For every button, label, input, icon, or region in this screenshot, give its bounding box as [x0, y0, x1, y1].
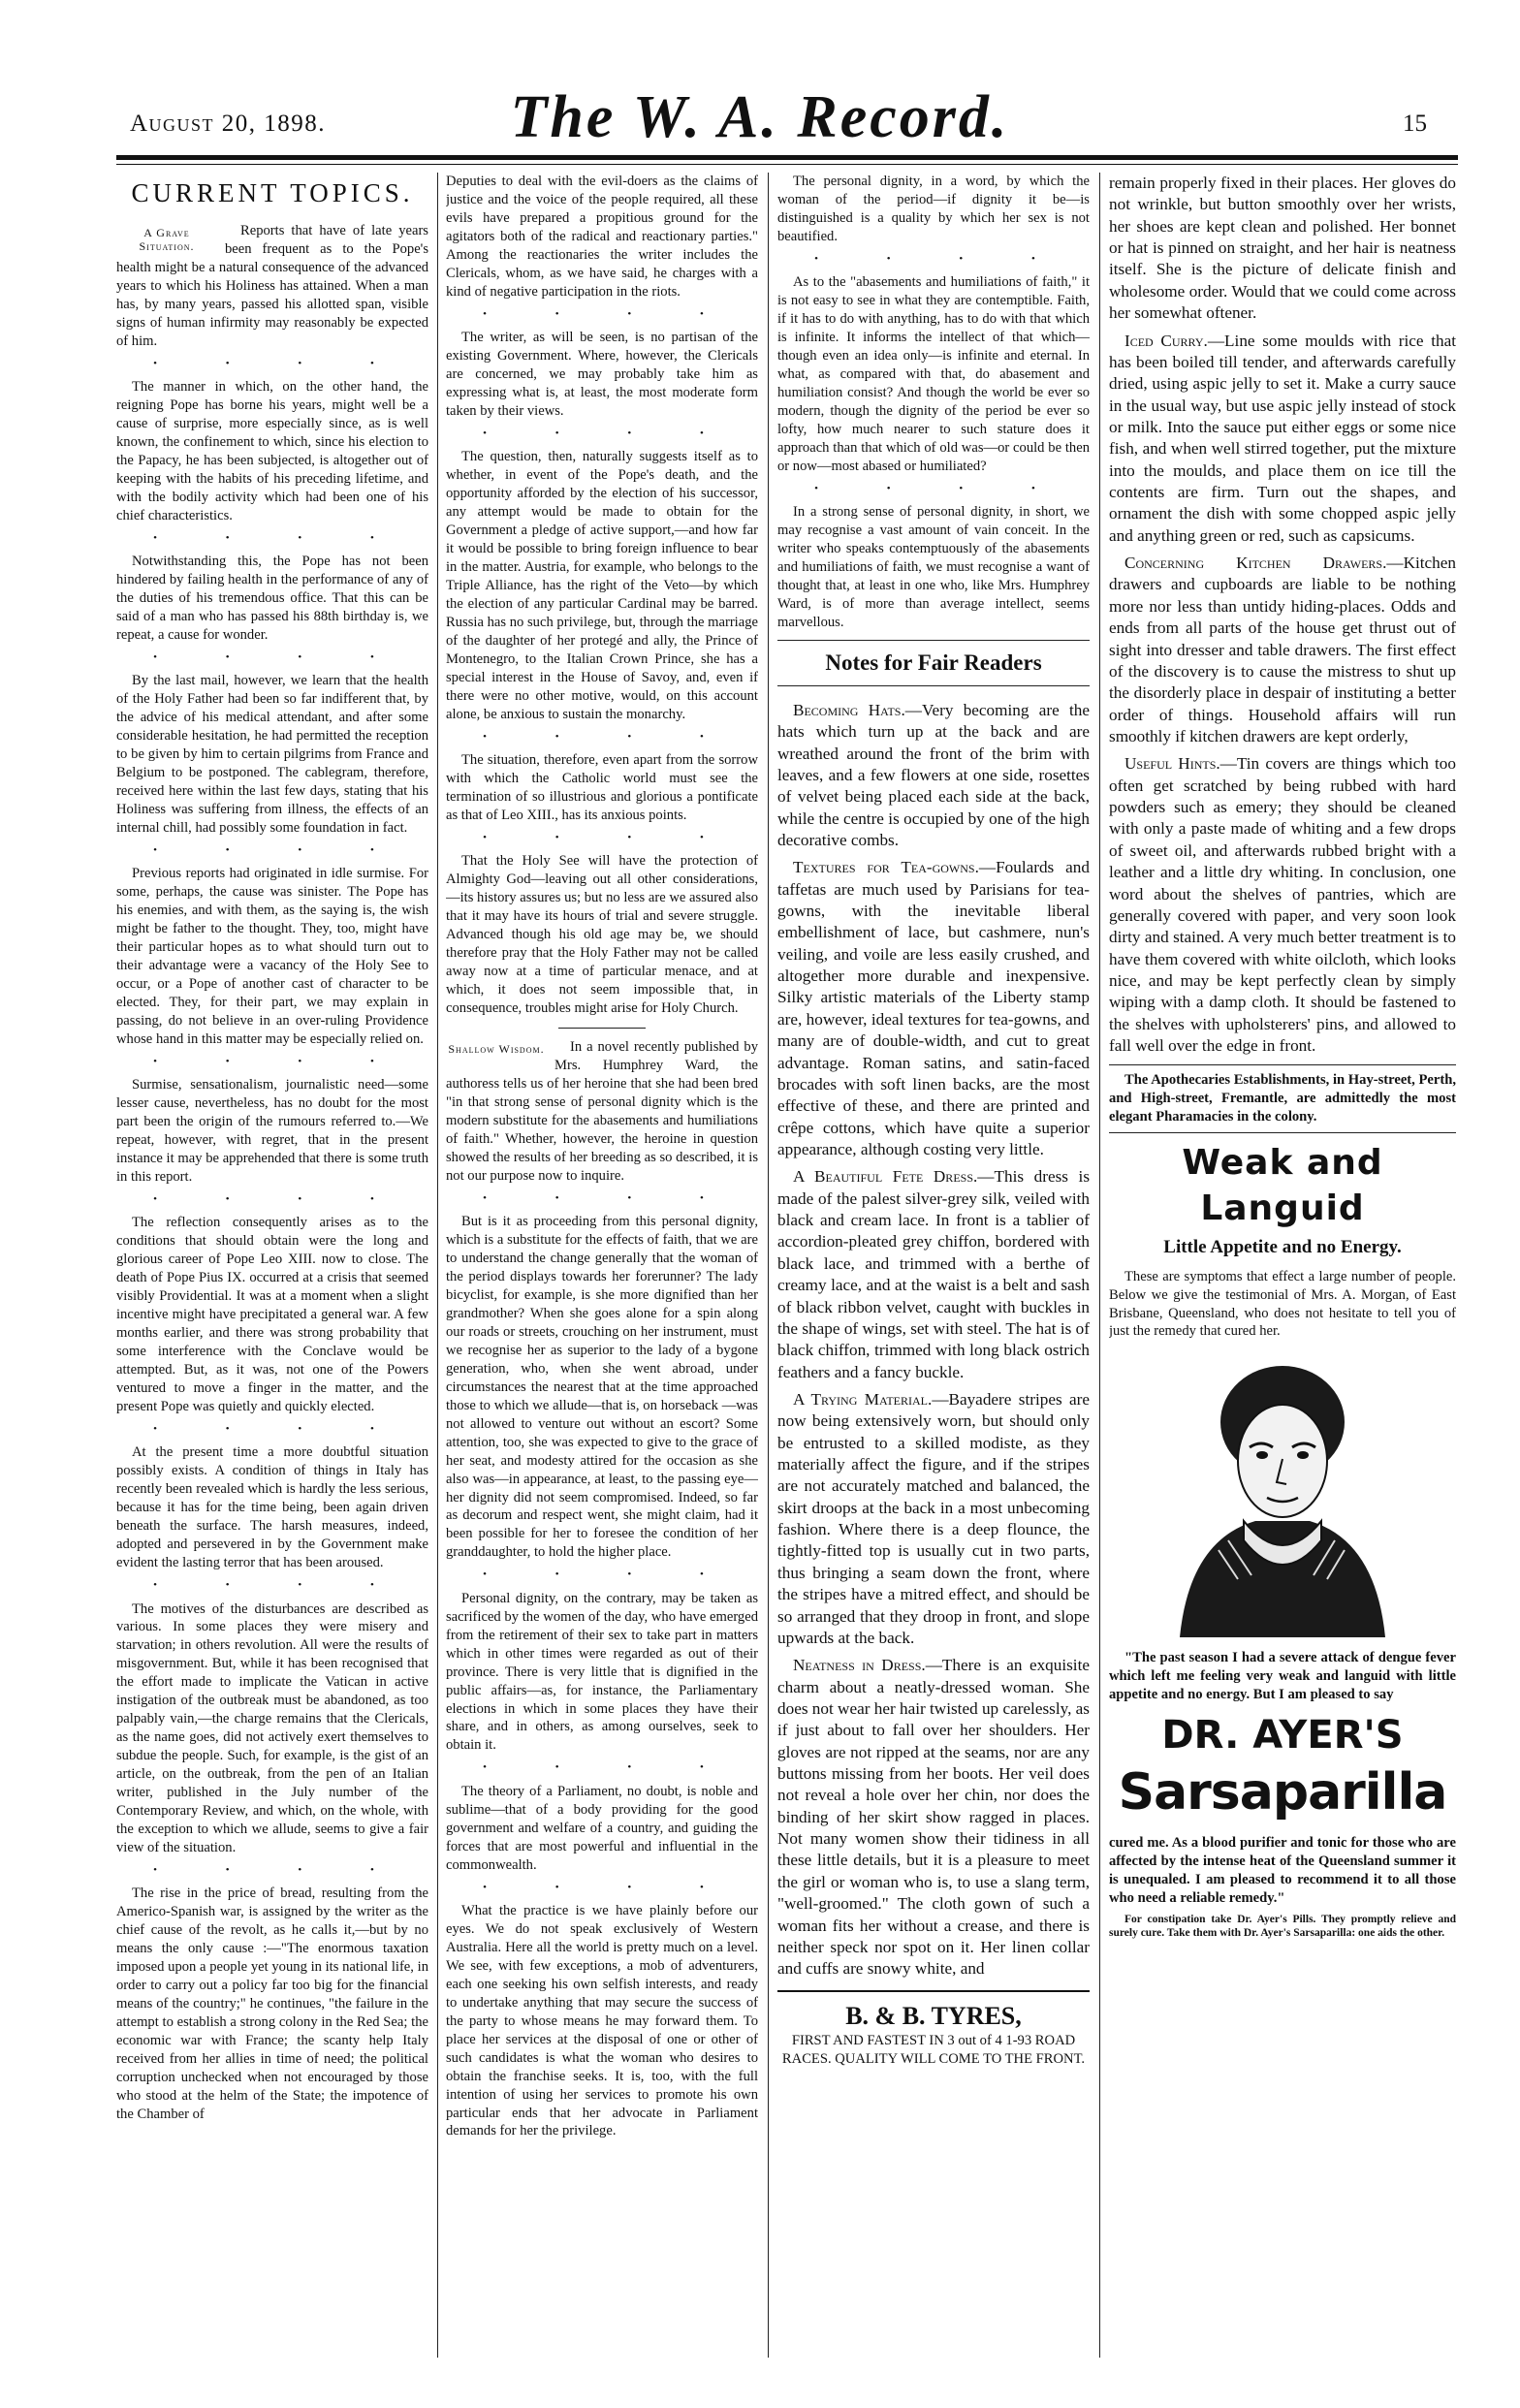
- column-divider: [437, 173, 438, 2358]
- masthead-rule-thin: [116, 164, 1458, 165]
- note-lead: A Trying Material.: [793, 1389, 933, 1409]
- separator-stars: • • • •: [483, 730, 737, 743]
- separator-stars: • • • •: [153, 651, 407, 664]
- note-text: —There is an exquisite charm about a neatly-dressed woman. She does not wear her hair twisted up carelessly, as if just about to fall over her shoulders. Her gloves are not ripped at the seams, nor are any buttons missing from her boots. Her veil does not reveal a hole over her chin, nor does the binding of her skirt show ragged in places. Not many women show their tidiness in all these little details, but it is a pleasure to meet the girl or woman who is, to use a slang term, "well-groomed." The cloth gown of such a woman fits her without a crease, and there is neither speck nor spot on it. Her linen collar and cuffs are snowy white, and: [777, 1656, 1090, 1979]
- article-paragraph: The motives of the disturbances are described as various. In some places they were misery and starvation; in others revolution. All were the results of misgovernment. But, while it has been recognised that the effort made to implicate the Vatican in active instigation of the outbreak must be abandoned, as too palpably vain,—the charge remains that the Clericals, as the name goes, did not actively exert themselves to subdue the people. Such, for example, is the gist of an article, on the outbreak, from the pen of an Italian writer, published in the July number of the Contemporary Review, and which, on the whole, with the exception to which we allude, seems to give a fair view of the situation.: [116, 1600, 428, 1856]
- article-paragraph: At the present time a more doubtful situation possibly exists. A condition of things in Italy has recently been revealed which is hardly the less serious, because it has for the time being, been again driven beneath the surface. The harsh measures, indeed, adopted and persevered in by the Government make evident the lasting terror that has been aroused.: [116, 1444, 428, 1571]
- note-lead: A Beautiful Fete Dress.: [793, 1167, 978, 1187]
- separator-stars: • • • •: [483, 831, 737, 843]
- separator-stars: • • • •: [483, 1881, 737, 1893]
- issue-date: August 20, 1898.: [130, 111, 327, 137]
- divider: [1109, 1064, 1456, 1065]
- ad-intro: These are symptoms that effect a large number of people. Below we give the testimonial of Mrs. A. Morgan, of East Brisbane, Queensland, who does not hesitate to tell you of just the remedy that cured her.: [1109, 1268, 1456, 1340]
- separator-stars: • • • •: [483, 1568, 737, 1581]
- note-paragraph: remain properly fixed in their places. Her gloves do not wrinkle, but button smoothly over her wrists, her shoes are kept clean and polished. Her bonnet or hat is pinned on straight, and her hair is neatness itself. She is the picture of delicate finish and wholesome order. Would that we could come across her somewhat oftener.: [1109, 174, 1456, 323]
- note-text: —This dress is made of the palest silver-grey silk, veiled with black and cream lace. In front is a tablier of accordion-pleated grey chiffon, bordered with black lace, and trimmed with a berthe of creamy lace, and at the waist is a belt and sash of black ribbon velvet, caught with buckles in the shape of wings, set with steel. The hat is of black chiffon, trimmed with long black ostrich feathers and a fancy buckle.: [777, 1167, 1090, 1381]
- column-2: [446, 173, 758, 2358]
- note-lead: Concerning Kitchen Drawers.: [1124, 554, 1387, 573]
- article-paragraph: The manner in which, on the other hand, the reigning Pope has borne his years, might well be a cause of surprise, more especially since, as is well known, the confinement to which, since his election to the Papacy, he has been subjected, is altogether out of keeping with the habits of his preceding lifetime, and with the bodily activity which had been one of his chief characteristics.: [116, 379, 428, 523]
- ad-brand-name: DR. AYER'S: [1161, 1713, 1404, 1758]
- article-paragraph: Previous reports had originated in idle surmise. For some, perhaps, the cause was sinister. The Pope has his enemies, and with them, as the saying is, the wish might be father to the thought. They, too, might have their particular hopes as to what should turn out to their advantage were a vacancy of the Holy See to occur, or a Pope of another cast of character to be elected. They, for their part, we may explain in passing, do not believe in an over-ruling Providence whose hand in this matter may be especially relied on.: [116, 866, 428, 1048]
- note-paragraph: [1109, 753, 1456, 1057]
- article-paragraph: In a novel recently published by Mrs. Humphrey Ward, the authoress tells us of her heroine that she had been bred "in that strong sense of personal dignity which is the modern substitute for the abasements and humiliations of faith." Whether, however, the heroine in question showed the results of her breeding as so described, it is not our purpose now to inquire.: [446, 1038, 758, 1184]
- column-divider: [768, 173, 769, 2358]
- section-title: CURRENT TOPICS.: [131, 178, 414, 207]
- side-heading: Shallow Wisdom.: [448, 1041, 545, 1056]
- separator-stars: • • • •: [153, 1056, 407, 1068]
- note-text: —Tin covers are things which too often get scratched by being rubbed with hard powders such as emery; they should be cleaned with only a paste made of whiting and a few drops of sweet oil, and afterwards rubbed bright with a leather and a little dry whiting. In conclusion, one word about the shelves of pantries, which are generally covered with paper, and very soon look dirty and stained. A very much better treatment is to have them covered with white oilcloth, which looks nice, and may be kept perfectly clean by simply wiping with a damp cloth. It should be fastened to the shelves with upholsterers' pins, and allowed to fall well over the edge in front.: [1109, 754, 1456, 1056]
- column-3: [777, 173, 1090, 2358]
- article-paragraph: The writer, as will be seen, is no partisan of the existing Government. Where, however, the Clericals are concerned, we may probably take him as expressing what is, at least, the most moderate form taken by their views.: [446, 330, 758, 419]
- article-paragraph: The question, then, naturally suggests itself as to whether, in event of the Pope's death, and the opportunity afforded by the election of his successor, any attempt would be made to obtain for the Government a pledge of active support,—and how far it would be possible to bring foreign influence to bear in the matter. Austria, for example, who belongs to the Triple Alliance, has the right of the Veto—by which the election of any particular Cardinal may be barred. Russia has no such privilege, but, through the marriage of the daughter of her protegé and ally, the Prince of Montenegro, to the Italian Crown Prince, she has a special interest in the House of Savoy, and, even if there were no other motive, would, on this account alone, be anxious to sustain the monarchy.: [446, 449, 758, 722]
- separator-stars: • • • •: [483, 307, 737, 320]
- column-4: [1109, 173, 1456, 2358]
- side-heading: A Grave Situation.: [139, 226, 195, 254]
- ad-quote: "The past season I had a severe attack of dengue fever which left me feeling very weak and languid with little appetite and no energy. But I am pleased to say: [1109, 1650, 1456, 1703]
- separator-stars: • • • •: [153, 1579, 407, 1592]
- article-paragraph: Notwithstanding this, the Pope has not been hindered by failing health in the performance of any of the duties of his tremendous office. That this can be said of a man who has passed his 88th birthday is, we repeat, a cause for wonder.: [116, 554, 428, 644]
- ad-cured-text: cured me. As a blood purifier and tonic for those who are affected by the intense heat of the Queensland summer it is unequaled. I am pleased to recommend it to all those who need a reliable remedy.": [1109, 1834, 1456, 1906]
- article-paragraph: But is it as proceeding from this personal dignity, which is a substitute for the effects of faith, that we are to understand the change generally that the woman of the period displays towards her forerunner? The lady bicyclist, for example, is she more dignified than her grandmother? When she goes alone for a spin along our roads or streets, crouching on her instrument, must we recognise her as superior to the lady of a bygone generation, who, when she went abroad, under circumstances the nearest that at the time approached those to which we allude—that is, on horseback —was not allowed to venture out without an escort? Some attention, too, she was expected to give to the grace of her seat, and modesty attired for the occasion as she also was—in appearance, at least, to the passing eye—her dignity did not seem compromised. Indeed, so far as decorum and respect went, she might claim, had it been possible for her to foresee the condition of her granddaughter, to hold the higher place.: [446, 1213, 758, 1561]
- note-paragraph: [1109, 331, 1456, 548]
- note-lead: Textures for Tea-gowns.: [793, 858, 979, 877]
- article-paragraph: That the Holy See will have the protection of Almighty God—leaving out all other considerations,—its history assures us; but no less are we assured also that it may have its hours of trial and severe struggle. Advanced though his old age may be, we should therefore pray that the Holy Father may not be called away now at a time of particular menace, and at which, it does not seem impossible that, in consequence, troubles might arise for Holy Church.: [446, 853, 758, 1016]
- divider: [1109, 1132, 1456, 1133]
- article-paragraph: What the practice is we have plainly before our eyes. We do not speak exclusively of Western Australia. Here all the world is pretty much on a level. We see, with few exceptions, a mob of adventurers, each one seeking his own selfish interests, and ready to undertake anything that may secure the success of the party to whose means he may forward them. To place her services at the disposal of one or other of such candidates is what the woman who desires to obtain the franchise seeks. It is, too, with the full intention of using her services to promote his own particular ends that her advocate in Parliament demands for her the privilege.: [446, 1902, 758, 2139]
- separator-stars: • • • •: [153, 844, 407, 857]
- separator-stars: • • • •: [153, 1423, 407, 1436]
- separator-stars: • • • •: [483, 1191, 737, 1204]
- newspaper-title: The W. A. Record.: [510, 84, 1010, 150]
- note-text: —Kitchen drawers and cupboards are liable to be nothing more nor less than untidy hiding-places. Odds and ends from all parts of the house get thrust out of sight into dresser and table drawers. The first effect of the discovery is to cause the mistress to shut up the disorderly place in despair of instituting a better order of things. Household affairs will run smoothly if kitchen drawers are kept orderly,: [1109, 554, 1456, 745]
- separator-stars: • • • •: [483, 427, 737, 439]
- note-text: —Foulards and taffetas are much used by Parisians for tea-gowns, with the inevitable liberal embellishment of lace, but cashmere, nun's veiling, and voile are less easily crushed, and altogether more durable and inexpensive. Silky artistic materials of the Liberty stamp are, however, ideal textures for tea-gowns, and many are of double-width, and cut to great advantage. Roman satins, and satin-faced brocades with soft linen backs, are the most effective of these, and there are printed and crêpe cottons, which have quite a superior appearance, although costing very little.: [777, 858, 1090, 1158]
- article-paragraph: The situation, therefore, even apart from the sorrow with which the Catholic world must see the termination of so illustrious and glorious a pontificate as that of Leo XIII., has its anxious points.: [446, 752, 758, 823]
- article-paragraph: Personal dignity, on the contrary, may be taken as sacrificed by the women of the day, who have emerged from the retirement of their sex to take part in matters which in other times were regarded as out of their province. There is very little that is dignified in the public affairs—as, for instance, the Parliamentary elections in which in some places they have their share, and in others, as among ourselves, seek to obtain it.: [446, 1590, 758, 1754]
- article-paragraph: Reports that have of late years been frequent as to the Pope's health might be a natural consequence of the advanced years to which his Holiness has attained. When a man has, by many years, passed his allotted span, visible signs of human infirmity may reasonably be expected of him.: [116, 223, 428, 349]
- page-number: 15: [1403, 111, 1427, 137]
- note-lead: Iced Curry.: [1124, 331, 1208, 350]
- article-paragraph: As to the "abasements and humiliations of faith," it is not easy to see in what they are contemptible. Faith, if it has to do with anything, has to do with that which is infinite. It informs the intellect of that which—though even an idea only—is infinite and eternal. In what, as compared with that, do abasement and humiliation consist? And though the world be ever so modern, though the dignity of the period be ever so lofty, how much nearer to such stature does it approach than that which of old was—or could be then or now—most abased or humiliated?: [777, 274, 1090, 474]
- note-text: —Line some moulds with rice that has been boiled till tender, and afterwards carefully dried, using aspic jelly to set it. Make a curry sauce in the usual way, but use aspic jelly instead of stock or milk. Into the sauce put either eggs or some nice fish, and when well stirred together, put the mixture into the moulds, and place them on ice till the contents are firm. Turn out the shapes, and ornament the dish with some chopped aspic jelly and anything green or red, such as capsicums.: [1109, 331, 1456, 545]
- masthead: [27, 25, 1493, 150]
- article-paragraph: The reflection consequently arises as to the conditions that should obtain were the long and glorious career of Pope Leo XIII. now to close. The death of Pope Pius IX. occurred at a crisis that seemed visibly Providential. It was at a moment when a slight incentive might have precipitated a general war. A few months earlier, and there was strong probability that some interference with the Conclave would be attempted. But, as it was, not one of the Powers ventured to move a finger in the matter, and the present Pope was quietly and quickly elected.: [116, 1215, 428, 1415]
- tyres-subtitle: FIRST AND FASTEST IN 3 out of 4 1-93 ROAD RACES. QUALITY WILL COME TO THE FRONT.: [781, 2033, 1086, 2068]
- note-paragraph: [1109, 553, 1456, 747]
- note-paragraph: [777, 1389, 1090, 1649]
- ad-subheadline: Little Appetite and no Energy.: [1163, 1236, 1402, 1257]
- woman-portrait-icon: [1160, 1347, 1405, 1637]
- ad-product-name: Sarsaparilla: [1118, 1763, 1447, 1822]
- note-lead: Neatness in Dress.: [793, 1656, 926, 1675]
- article-paragraph: In a strong sense of personal dignity, in short, we may recognise a vast amount of vain conceit. In the writer who speaks contemptuously of the abasements and humiliations of faith, we must recognise a want of thought that, at least in one who, like Mrs. Humphrey Ward, is of more than average intellect, seems marvellous.: [777, 504, 1090, 630]
- separator-stars: • • • •: [153, 357, 407, 369]
- note-lead: Useful Hints.: [1124, 754, 1220, 774]
- columns: [116, 173, 1458, 2358]
- ad-fine-print: For constipation take Dr. Ayer's Pills. They promptly relieve and surely cure. Take them with Dr. Ayer's Sarsaparilla: one aids the other.: [1109, 1913, 1456, 1939]
- article-paragraph: The rise in the price of bread, resulting from the Americo-Spanish war, is assigned by the writer as the chief cause of the revolt, as he calls it,—but by no means the only cause :—"The enormous taxation imposed upon a people yet young in its national life, in order to carry out a policy far too big for the financial means of the country;" he continues, "the failure in the attempt to establish a strong colony in the Red Sea; the economic war with France; the scanty help Italy received from her allies in time of need; the political corruption unchecked when not encouraged by those who stood at the helm of the State; the impotence of the Chamber of: [116, 1885, 428, 2122]
- tyres-title: B. & B. TYRES,: [845, 2001, 1022, 2030]
- separator-stars: • • • •: [153, 1193, 407, 1206]
- note-paragraph: [777, 700, 1090, 852]
- apothecaries-notice: The Apothecaries Establishments, in Hay-street, Perth, and High-street, Fremantle, are admittedly the most elegant Pharamacies in the colony.: [1109, 1072, 1456, 1125]
- column-divider: [1099, 173, 1100, 2358]
- separator-stars: • • • •: [814, 482, 1068, 494]
- separator-stars: • • • •: [814, 252, 1068, 265]
- article-paragraph: The personal dignity, in a word, by which the woman of the period—if dignity it be—is distinguished is a quality by which her sex is not beautified.: [777, 174, 1090, 244]
- note-text: —Very becoming are the hats which turn up at the back and are wreathed around the front of the brim with leaves, and a few flowers at one side, rosettes of velvet being placed each side at the back, while the centre is occupied by one of the high decorative combs.: [777, 700, 1090, 849]
- newspaper-page: [27, 25, 1493, 2358]
- article-paragraph: Surmise, sensationalism, journalistic need—some lesser cause, nevertheless, has no doubt for the most part been the origin of the rumours referred to.—We repeat, however, with regret, that in the present instance it may be apprehended that there is some truth in this report.: [116, 1077, 428, 1186]
- article-paragraph: By the last mail, however, we learn that the health of the Holy Father had been so far indifferent that, by the advice of his medical attendant, and after some considerable hesitation, he had permitted the reception to be given by him to certain pilgrims from France and Belgium to be postponed. The cablegram, therefore, received here within the last few days, stating that his Holiness was suffering from illness, the effects of an internal chill, had possibly some foundation in fact.: [116, 673, 428, 837]
- note-paragraph: [777, 1166, 1090, 1383]
- article-paragraph: The theory of a Parliament, no doubt, is noble and sublime—that of a body providing for the good government and welfare of a country, and guiding the forces that are most powerful and influential in the commonwealth.: [446, 1783, 758, 1873]
- note-paragraph: [777, 857, 1090, 1160]
- notes-title: Notes for Fair Readers: [777, 640, 1090, 686]
- fair-readers-notes: [777, 700, 1090, 1980]
- separator-stars: • • • •: [483, 1761, 737, 1774]
- ad-headline: Weak and Languid: [1182, 1143, 1383, 1229]
- tyres-advertisement: [777, 1990, 1090, 2070]
- note-lead: Becoming Hats.: [793, 700, 905, 719]
- note-paragraph: [777, 1655, 1090, 1980]
- article-paragraph: Deputies to deal with the evil-doers as the claims of justice and the voice of the people required, all these evils have prepared a propitious ground for the agitators both of the radical and reactionary parties." Among the reactionaries the writer includes the Clericals, whom, as we have said, he charges with a kind of negative participation in the riots.: [446, 174, 758, 300]
- separator-stars: • • • •: [153, 1864, 407, 1877]
- separator-stars: • • • •: [153, 531, 407, 544]
- column-1: [116, 173, 428, 2358]
- section-rule: [558, 1028, 646, 1029]
- note-text: —Bayadere stripes are now being extensively worn, but should only be entrusted to a skilled modiste, as they materially affect the figure, and if the stripes are not accurately matched and balanced, the skirt droops at the back in a most unbecoming fashion. Where there is a deep flounce, the tightly-fitted top is usually cut in two parts, thus bringing a seam down the front, where the stripes have a mitred effect, and should be so arranged that they droop in front, and slope upwards at the back.: [777, 1389, 1090, 1647]
